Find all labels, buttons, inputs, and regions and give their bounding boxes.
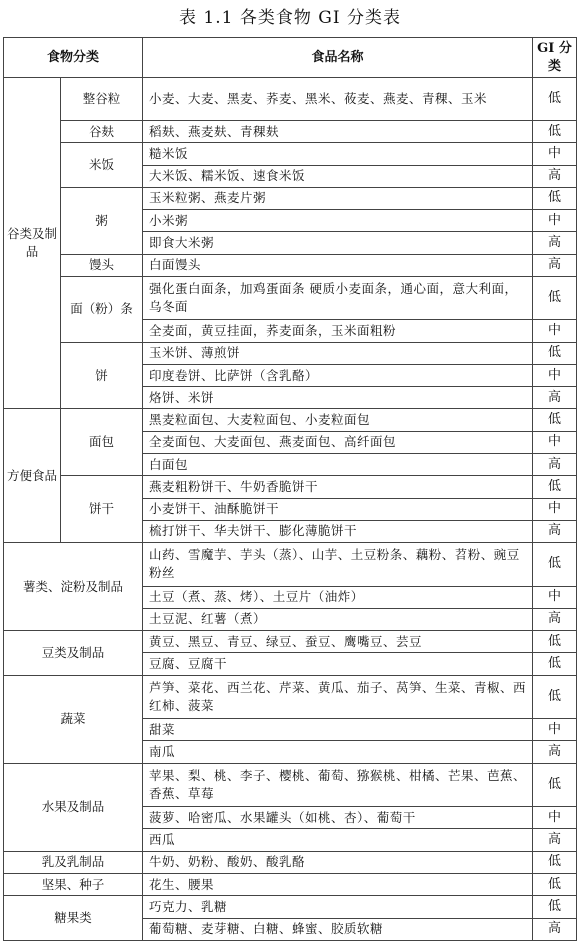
gi-cell: 低 <box>533 476 577 498</box>
subcategory-cell: 面（粉）条 <box>61 276 143 342</box>
table-row <box>4 342 577 364</box>
food-cell: 巧克力、乳糖 <box>143 896 533 918</box>
header-category: 食物分类 <box>4 38 143 78</box>
food-cell: 葡萄糖、麦芽糖、白糖、蜂蜜、胶质软糖 <box>143 918 533 941</box>
gi-cell: 低 <box>533 342 577 364</box>
food-cell: 强化蛋白面条，加鸡蛋面条 硬质小麦面条，通心面，意大利面，乌冬面 <box>143 276 533 320</box>
food-cell: 烙饼、米饼 <box>143 387 533 409</box>
gi-cell: 中 <box>533 498 577 520</box>
food-cell: 土豆（煮、蒸、烤）、土豆片（油炸） <box>143 586 533 608</box>
subcategory-cell: 馒头 <box>61 254 143 276</box>
table-row <box>4 276 577 320</box>
category-cell: 薯类、淀粉及制品 <box>4 543 143 631</box>
gi-cell: 中 <box>533 143 577 165</box>
table-row <box>4 254 577 276</box>
gi-cell: 低 <box>533 276 577 320</box>
food-cell: 山药、雪魔芋、芋头（蒸）、山芋、土豆粉条、藕粉、苕粉、豌豆粉丝 <box>143 543 533 587</box>
gi-cell: 中 <box>533 210 577 232</box>
food-cell: 小米粥 <box>143 210 533 232</box>
food-cell: 燕麦粗粉饼干、牛奶香脆饼干 <box>143 476 533 498</box>
header-food: 食品名称 <box>143 38 533 78</box>
subcategory-cell: 饼 <box>61 342 143 409</box>
category-cell: 水果及制品 <box>4 763 143 851</box>
food-cell: 梳打饼干、华夫饼干、膨化薄脆饼干 <box>143 520 533 542</box>
table-row <box>4 409 577 431</box>
gi-cell: 低 <box>533 653 577 675</box>
gi-cell: 低 <box>533 631 577 653</box>
food-cell: 全麦面包、大麦面包、燕麦面包、高纤面包 <box>143 431 533 453</box>
food-cell: 西瓜 <box>143 829 533 851</box>
table-row <box>4 873 577 895</box>
gi-cell: 低 <box>533 675 577 719</box>
gi-cell: 中 <box>533 320 577 342</box>
food-cell: 玉米粒粥、燕麦片粥 <box>143 187 533 209</box>
food-cell: 全麦面，黄豆挂面，荞麦面条，玉米面粗粉 <box>143 320 533 342</box>
food-cell: 苹果、梨、桃、李子、樱桃、葡萄、猕猴桃、柑橘、芒果、芭蕉、香蕉、草莓 <box>143 763 533 807</box>
table-row <box>4 543 577 587</box>
header-row <box>4 38 577 78</box>
gi-cell: 低 <box>533 121 577 143</box>
subcategory-cell: 米饭 <box>61 143 143 188</box>
gi-cell: 高 <box>533 741 577 763</box>
food-cell: 玉米饼、薄煎饼 <box>143 342 533 364</box>
subcategory-cell: 饼干 <box>61 476 143 543</box>
category-cell: 豆类及制品 <box>4 631 143 676</box>
category-cell: 乳及乳制品 <box>4 851 143 873</box>
gi-cell: 高 <box>533 254 577 276</box>
category-cell: 蔬菜 <box>4 675 143 763</box>
table-row <box>4 121 577 143</box>
food-cell: 牛奶、奶粉、酸奶、酸乳酪 <box>143 851 533 873</box>
subcategory-cell: 整谷粒 <box>61 78 143 121</box>
gi-cell: 高 <box>533 453 577 475</box>
subcategory-cell: 面包 <box>61 409 143 476</box>
food-cell: 黑麦粒面包、大麦粒面包、小麦粒面包 <box>143 409 533 431</box>
gi-cell: 高 <box>533 918 577 941</box>
gi-cell: 低 <box>533 851 577 873</box>
food-cell: 芦笋、菜花、西兰花、芹菜、黄瓜、茄子、莴笋、生菜、青椒、西红柿、菠菜 <box>143 675 533 719</box>
gi-cell: 低 <box>533 543 577 587</box>
subcategory-cell: 谷麸 <box>61 121 143 143</box>
gi-classification-table <box>3 37 577 941</box>
food-cell: 白面馒头 <box>143 254 533 276</box>
gi-cell: 中 <box>533 364 577 386</box>
gi-cell: 低 <box>533 763 577 807</box>
gi-cell: 中 <box>533 719 577 741</box>
gi-cell: 高 <box>533 520 577 542</box>
table-row <box>4 476 577 498</box>
gi-cell: 高 <box>533 232 577 254</box>
food-cell: 白面包 <box>143 453 533 475</box>
table-row <box>4 143 577 165</box>
gi-cell: 中 <box>533 586 577 608</box>
food-cell: 小麦饼干、油酥脆饼干 <box>143 498 533 520</box>
gi-cell: 高 <box>533 387 577 409</box>
header-gi: GI 分类 <box>533 38 577 78</box>
category-cell: 谷类及制品 <box>4 78 61 409</box>
gi-cell: 高 <box>533 608 577 630</box>
table-row <box>4 631 577 653</box>
food-cell: 糙米饭 <box>143 143 533 165</box>
food-cell: 小麦、大麦、黑麦、荞麦、黑米、莜麦、燕麦、青稞、玉米 <box>143 78 533 121</box>
food-cell: 花生、腰果 <box>143 873 533 895</box>
subcategory-cell: 粥 <box>61 187 143 254</box>
gi-cell: 高 <box>533 165 577 187</box>
category-cell: 方便食品 <box>4 409 61 543</box>
food-cell: 大米饭、糯米饭、速食米饭 <box>143 165 533 187</box>
food-cell: 甜菜 <box>143 719 533 741</box>
table-row <box>4 187 577 209</box>
food-cell: 黄豆、黑豆、青豆、绿豆、蚕豆、鹰嘴豆、芸豆 <box>143 631 533 653</box>
gi-cell: 低 <box>533 187 577 209</box>
table-row <box>4 851 577 873</box>
gi-cell: 低 <box>533 78 577 121</box>
table-title: 表 1.1 各类食物 GI 分类表 <box>179 8 401 28</box>
table-row <box>4 675 577 719</box>
table-row <box>4 78 577 121</box>
gi-cell: 高 <box>533 829 577 851</box>
food-cell: 稻麸、燕麦麸、青稞麸 <box>143 121 533 143</box>
food-cell: 南瓜 <box>143 741 533 763</box>
food-cell: 豆腐、豆腐干 <box>143 653 533 675</box>
gi-cell: 低 <box>533 873 577 895</box>
category-cell: 坚果、种子 <box>4 873 143 895</box>
food-cell: 即食大米粥 <box>143 232 533 254</box>
gi-cell: 中 <box>533 431 577 453</box>
food-cell: 土豆泥、红薯（煮） <box>143 608 533 630</box>
gi-cell: 低 <box>533 896 577 918</box>
table-row <box>4 763 577 807</box>
table-row <box>4 896 577 918</box>
food-cell: 印度卷饼、比萨饼（含乳酪） <box>143 364 533 386</box>
category-cell: 糖果类 <box>4 896 143 941</box>
gi-cell: 中 <box>533 807 577 829</box>
gi-cell: 低 <box>533 409 577 431</box>
food-cell: 菠萝、哈密瓜、水果罐头（如桃、杏）、葡萄干 <box>143 807 533 829</box>
